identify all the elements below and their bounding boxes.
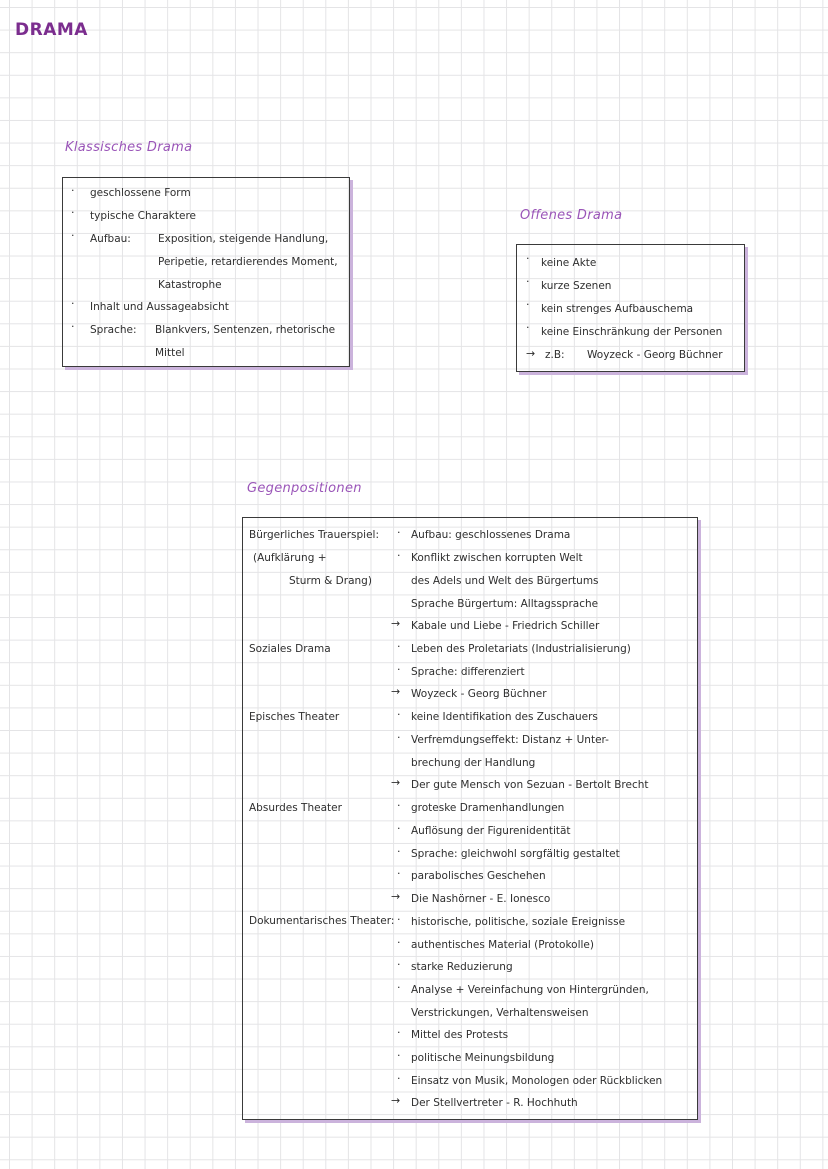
bullet: ·: [397, 1072, 401, 1085]
gegen-line: Sprache: gleichwohl sorgfältig gestaltet: [411, 848, 620, 860]
offen-box: [516, 244, 745, 372]
gegen-label: Episches Theater: [249, 711, 340, 723]
arrow-icon: →: [391, 890, 401, 903]
offen-item: z.B:: [545, 349, 565, 361]
bullet: ·: [397, 526, 401, 539]
bullet: ·: [397, 663, 401, 676]
gegen-line: Der gute Mensch von Sezuan - Bertolt Brecht: [411, 779, 649, 791]
gegen-heading: Gegenpositionen: [247, 481, 362, 496]
gegen-line: Einsatz von Musik, Monologen oder Rückblicken: [411, 1075, 663, 1087]
gegen-line: Leben des Proletariats (Industrialisierung): [411, 643, 631, 655]
gegen-label: Soziales Drama: [249, 643, 331, 655]
gegen-line: Auflösung der Figurenidentität: [411, 825, 571, 837]
gegen-line: groteske Dramenhandlungen: [411, 802, 565, 814]
klassisch-item: geschlossene Form: [90, 187, 191, 199]
offen-item: kurze Szenen: [541, 280, 612, 292]
gegen-line: Analyse + Vereinfachung von Hintergründen,: [411, 984, 649, 996]
gegen-line: Die Nashörner - E. Ionesco: [411, 893, 551, 905]
klassisch-item: Peripetie, retardierendes Moment,: [158, 256, 338, 268]
gegen-line: historische, politische, soziale Ereignisse: [411, 916, 626, 928]
gegen-line: politische Meinungsbildung: [411, 1052, 555, 1064]
bullet: ·: [397, 640, 401, 653]
bullet: ·: [526, 252, 530, 265]
bullet: ·: [397, 549, 401, 562]
gegen-line: brechung der Handlung: [411, 757, 536, 769]
bullet: ·: [397, 799, 401, 812]
bullet: ·: [397, 1026, 401, 1039]
klassisch-item: Aufbau:: [90, 233, 131, 245]
klassisch-item: Inhalt und Aussageabsicht: [90, 301, 229, 313]
bullet: ·: [397, 981, 401, 994]
klassisch-item: Blankvers, Sentenzen, rhetorische: [155, 324, 336, 336]
gegen-line: Kabale und Liebe - Friedrich Schiller: [411, 620, 600, 632]
offen-item: kein strenges Aufbauschema: [541, 303, 694, 315]
bullet: ·: [71, 184, 75, 197]
page-title: DRAMA: [15, 20, 88, 40]
bullet: ·: [397, 731, 401, 744]
gegen-line: Verstrickungen, Verhaltensweisen: [411, 1007, 589, 1019]
gegen-line: keine Identifikation des Zuschauers: [411, 711, 598, 723]
gegen-label: (Aufklärung +: [253, 552, 327, 564]
gegen-line: authentisches Material (Protokolle): [411, 939, 594, 951]
bullet: ·: [526, 298, 530, 311]
gegen-line: Sprache Bürgertum: Alltagssprache: [411, 598, 599, 610]
bullet: ·: [397, 958, 401, 971]
bullet: ·: [526, 321, 530, 334]
bullet: ·: [71, 206, 75, 219]
gegen-label: Sturm & Drang): [289, 575, 372, 587]
offen-item: Woyzeck - Georg Büchner: [587, 349, 723, 361]
bullet: ·: [71, 320, 75, 333]
bullet: ·: [397, 708, 401, 721]
bullet: ·: [397, 845, 401, 858]
offen-item: keine Akte: [541, 257, 597, 269]
gegen-line: Sprache: differenziert: [411, 666, 525, 678]
gegen-line: des Adels und Welt des Bürgertums: [411, 575, 599, 587]
bullet: ·: [397, 822, 401, 835]
gegen-line: parabolisches Geschehen: [411, 870, 546, 882]
bullet: ·: [397, 867, 401, 880]
offen-heading: Offenes Drama: [520, 208, 623, 223]
klassisch-item: Sprache:: [90, 324, 137, 336]
arrow-icon: →: [391, 617, 401, 630]
klassisch-item: Exposition, steigende Handlung,: [158, 233, 329, 245]
arrow-icon: →: [391, 685, 401, 698]
arrow-icon: →: [526, 347, 536, 360]
bullet: ·: [71, 229, 75, 242]
arrow-icon: →: [391, 776, 401, 789]
gegen-line: starke Reduzierung: [411, 961, 513, 973]
gegen-line: Verfremdungseffekt: Distanz + Unter-: [411, 734, 609, 746]
arrow-icon: →: [391, 1094, 401, 1107]
bullet: ·: [526, 275, 530, 288]
klassisch-item: Katastrophe: [158, 279, 222, 291]
bullet: ·: [71, 297, 75, 310]
offen-item: keine Einschränkung der Personen: [541, 326, 723, 338]
klassisch-box: [62, 177, 350, 367]
bullet: ·: [397, 936, 401, 949]
klassisch-heading: Klassisches Drama: [65, 140, 193, 155]
bullet: ·: [397, 1049, 401, 1062]
bullet: ·: [397, 913, 401, 926]
gegen-box: [242, 517, 698, 1120]
gegen-label: Bürgerliches Trauerspiel:: [249, 529, 379, 541]
gegen-line: Mittel des Protests: [411, 1029, 509, 1041]
gegen-label: Dokumentarisches Theater:: [249, 915, 395, 927]
gegen-line: Aufbau: geschlossenes Drama: [411, 529, 571, 541]
gegen-line: Konflikt zwischen korrupten Welt: [411, 552, 583, 564]
gegen-line: Woyzeck - Georg Büchner: [411, 688, 547, 700]
gegen-line: Der Stellvertreter - R. Hochhuth: [411, 1097, 578, 1109]
gegen-label: Absurdes Theater: [249, 802, 342, 814]
klassisch-item: typische Charaktere: [90, 210, 196, 222]
klassisch-item: Mittel: [155, 347, 185, 359]
